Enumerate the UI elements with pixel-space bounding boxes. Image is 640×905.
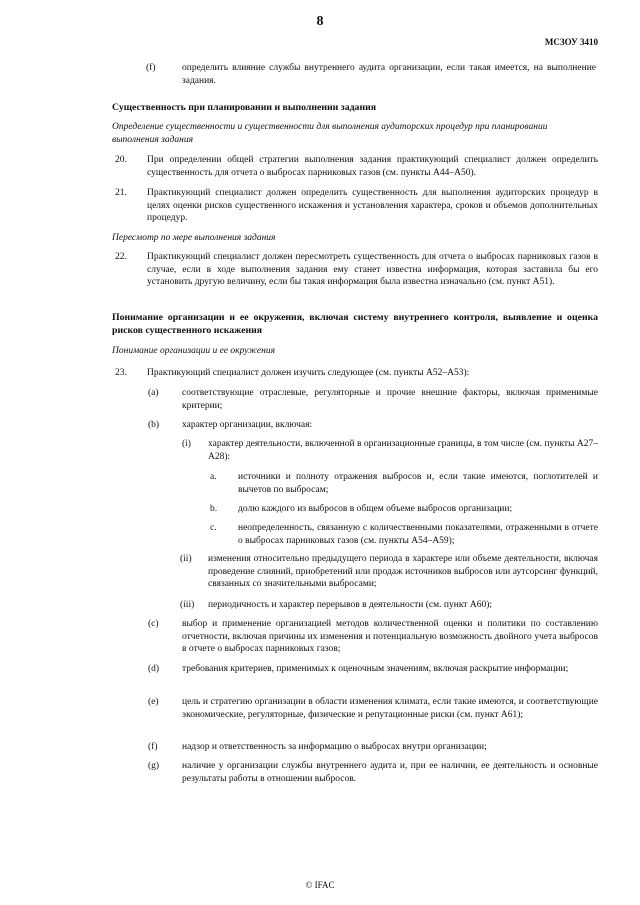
item-label-g: (g) <box>148 761 160 771</box>
subitem-text-ii: изменения относительно предыдущего периода в характере или объеме деятельности, включая проведение слияний, приобретений или продаж источников выбросов или аутсорсинг функций, связанных со значительными выбросами; <box>208 554 598 590</box>
subheading-determining-materiality: Определение существенности и существенности для выполнения аудиторских процедур при планировании выполнения задания <box>112 122 548 145</box>
para-text-22: Практикующий специалист должен пересмотреть существенность для отчета о выбросах парниковых газов в случае, если в ходе выполнения задания ему станет известна информация, которая заставила бы его установить другую величину, если бы такая информация была известна изначально (см. пункт A51). <box>147 252 598 288</box>
para-num-23: 23. <box>115 368 127 378</box>
item-label-a: (a) <box>148 388 159 398</box>
para-text-20: При определении общей стратегии выполнения задания практикующий специалист должен определить существенность для отчета о выбросах парниковых газов (см. пункты A44–A50). <box>147 155 598 178</box>
subitem-text-iii: периодичность и характер перерывов в деятельности (см. пункт A60); <box>208 600 492 610</box>
subheading-understanding: Понимание организации и ее окружения <box>112 346 275 356</box>
item-label-b: (b) <box>148 420 160 430</box>
section-heading-understanding: Понимание организации и ее окружения, включая систему внутреннего контроля, выявление и оценка рисков существенного искажения <box>112 312 598 336</box>
subitem-text-i: характер деятельности, включенной в организационные границы, в том числе (см. пункты A27–A28): <box>208 439 598 462</box>
subsubitem-label-a: a. <box>210 472 217 482</box>
footer-copyright: © IFAC <box>305 880 335 890</box>
item-label-e: (e) <box>148 697 159 707</box>
item-label-f: (f) <box>148 742 158 752</box>
item-text-c: выбор и применение организацией методов количественной оценки и политики по составлению отчетности, включая причины их изменения и потенциальную возможность двойного учета выбросов в отчете о выбросах парниковых газов; <box>182 619 598 655</box>
page-number: 8 <box>316 14 324 29</box>
para-text-23: Практикующий специалист должен изучить следующее (см. пункты A52–A53): <box>147 368 470 378</box>
section-heading-materiality: Существенность при планировании и выполнении задания <box>112 102 377 113</box>
para-num-20: 20. <box>115 155 127 165</box>
subsubitem-label-c: c. <box>210 523 217 533</box>
subsubitem-text-c: неопределенность, связанную с количественными показателями, отраженными в отчете о выбросах парниковых газов (см. пункты A54–A59); <box>238 523 598 546</box>
subsubitem-text-b: долю каждого из выбросов в общем объеме выбросов организации; <box>238 504 513 514</box>
item-label-c: (c) <box>148 619 159 629</box>
item-text-f: надзор и ответственность за информацию о выбросах внутри организации; <box>182 742 487 752</box>
item-label-d: (d) <box>148 664 160 674</box>
item-text-a: соответствующие отраслевые, регуляторные и прочие внешние факторы, включая применимые критерии; <box>182 388 598 411</box>
subsubitem-text-a: источники и полноту отражения выбросов и, если такие имеются, поглотителей и вычетов по выбросам; <box>238 472 598 495</box>
item-text-g: наличие у организации службы внутреннего аудита и, при ее наличии, ее деятельность и основные результаты работы в отношении выбросов. <box>182 761 598 784</box>
para-num-22: 22. <box>115 252 127 262</box>
subitem-label-i: (i) <box>182 439 191 449</box>
para-text-21: Практикующий специалист должен определить существенность для выполнения аудиторских процедур в целях оценки рисков существенного искажения и установления характера, сроков и объемов дополнительных процедур. <box>147 188 598 224</box>
item-text-d: требования критериев, применимых к оценочным значениям, включая раскрытие информации; <box>182 664 569 674</box>
subheading-revision: Пересмотр по мере выполнения задания <box>112 233 276 243</box>
item-text-b: характер организации, включая: <box>182 420 313 430</box>
subitem-label-iii: (iii) <box>180 600 195 610</box>
document-code: МСЗОУ 3410 <box>544 37 598 47</box>
subsubitem-label-b: b. <box>210 504 218 514</box>
item-text-f-top: определить влияние службы внутреннего аудита организации, если такая имеется, на выполнение задания. <box>182 63 596 86</box>
subitem-label-ii: (ii) <box>180 554 192 564</box>
item-text-e: цель и стратегию организации в области изменения климата, если такие имеются, и соответствующие экономические, регуляторные, физические и репутационные риски (см. пункт A61); <box>182 697 598 720</box>
para-num-21: 21. <box>115 188 127 198</box>
item-label-f-top: (f) <box>146 63 156 73</box>
